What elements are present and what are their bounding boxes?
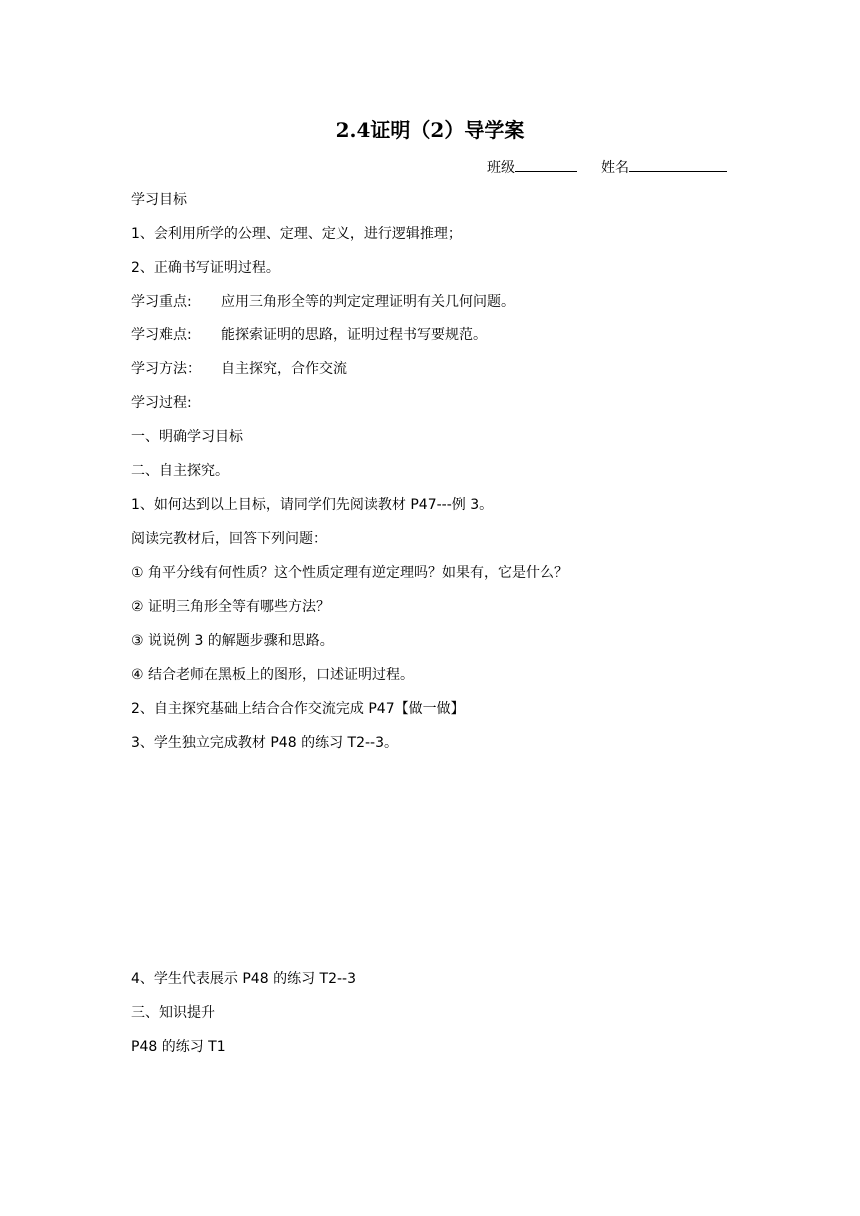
item-4: 4、学生代表展示 P48 的练习 T2--3: [131, 971, 356, 987]
name-label: 姓名: [601, 160, 629, 176]
method-line: [131, 359, 347, 379]
item-3: 3、学生独立完成教材 P48 的练习 T2--3。: [131, 735, 398, 751]
goals-heading: 学习目标: [131, 192, 187, 208]
method-label: 学习方法：: [131, 361, 201, 377]
question-1: ① 角平分线有何性质？这个性质定理有逆定理吗？如果有，它是什么？: [131, 565, 568, 581]
after-reading: 阅读完教材后，回答下列问题：: [131, 531, 327, 547]
section-3: 三、知识提升: [131, 1005, 215, 1021]
method-text: 自主探究，合作交流: [221, 361, 347, 377]
name-blank: [629, 157, 727, 172]
class-blank: [515, 157, 577, 172]
focus-line: [131, 292, 515, 312]
item-2: 2、自主探究基础上结合合作交流完成 P47【做一做】: [131, 701, 465, 717]
student-info: [487, 157, 727, 178]
focus-text: 应用三角形全等的判定定理证明有关几何问题。: [221, 294, 515, 310]
goal-1: 1、会利用所学的公理、定理、定义，进行逻辑推理；: [131, 226, 462, 242]
item-1: 1、如何达到以上目标，请同学们先阅读教材 P47---例 3。: [131, 497, 494, 513]
process-heading: 学习过程:: [131, 395, 192, 411]
section-2: 二、自主探究。: [131, 463, 229, 479]
question-4: ④ 结合老师在黑板上的图形，口述证明过程。: [131, 667, 414, 683]
practice-line: P48 的练习 T1: [131, 1039, 226, 1055]
difficulty-line: [131, 325, 487, 345]
difficulty-label: 学习难点:: [131, 327, 192, 343]
question-2: ② 证明三角形全等有哪些方法？: [131, 599, 331, 615]
page-title: 2.4证明（2）导学案: [335, 118, 525, 142]
section-1: 一、明确学习目标: [131, 429, 243, 445]
class-label: 班级: [487, 160, 515, 176]
goal-2: 2、正确书写证明过程。: [131, 260, 280, 276]
difficulty-text: 能探索证明的思路，证明过程书写要规范。: [221, 327, 487, 343]
question-3: ③ 说说例 3 的解题步骤和思路。: [131, 633, 334, 649]
focus-label: 学习重点:: [131, 294, 192, 310]
